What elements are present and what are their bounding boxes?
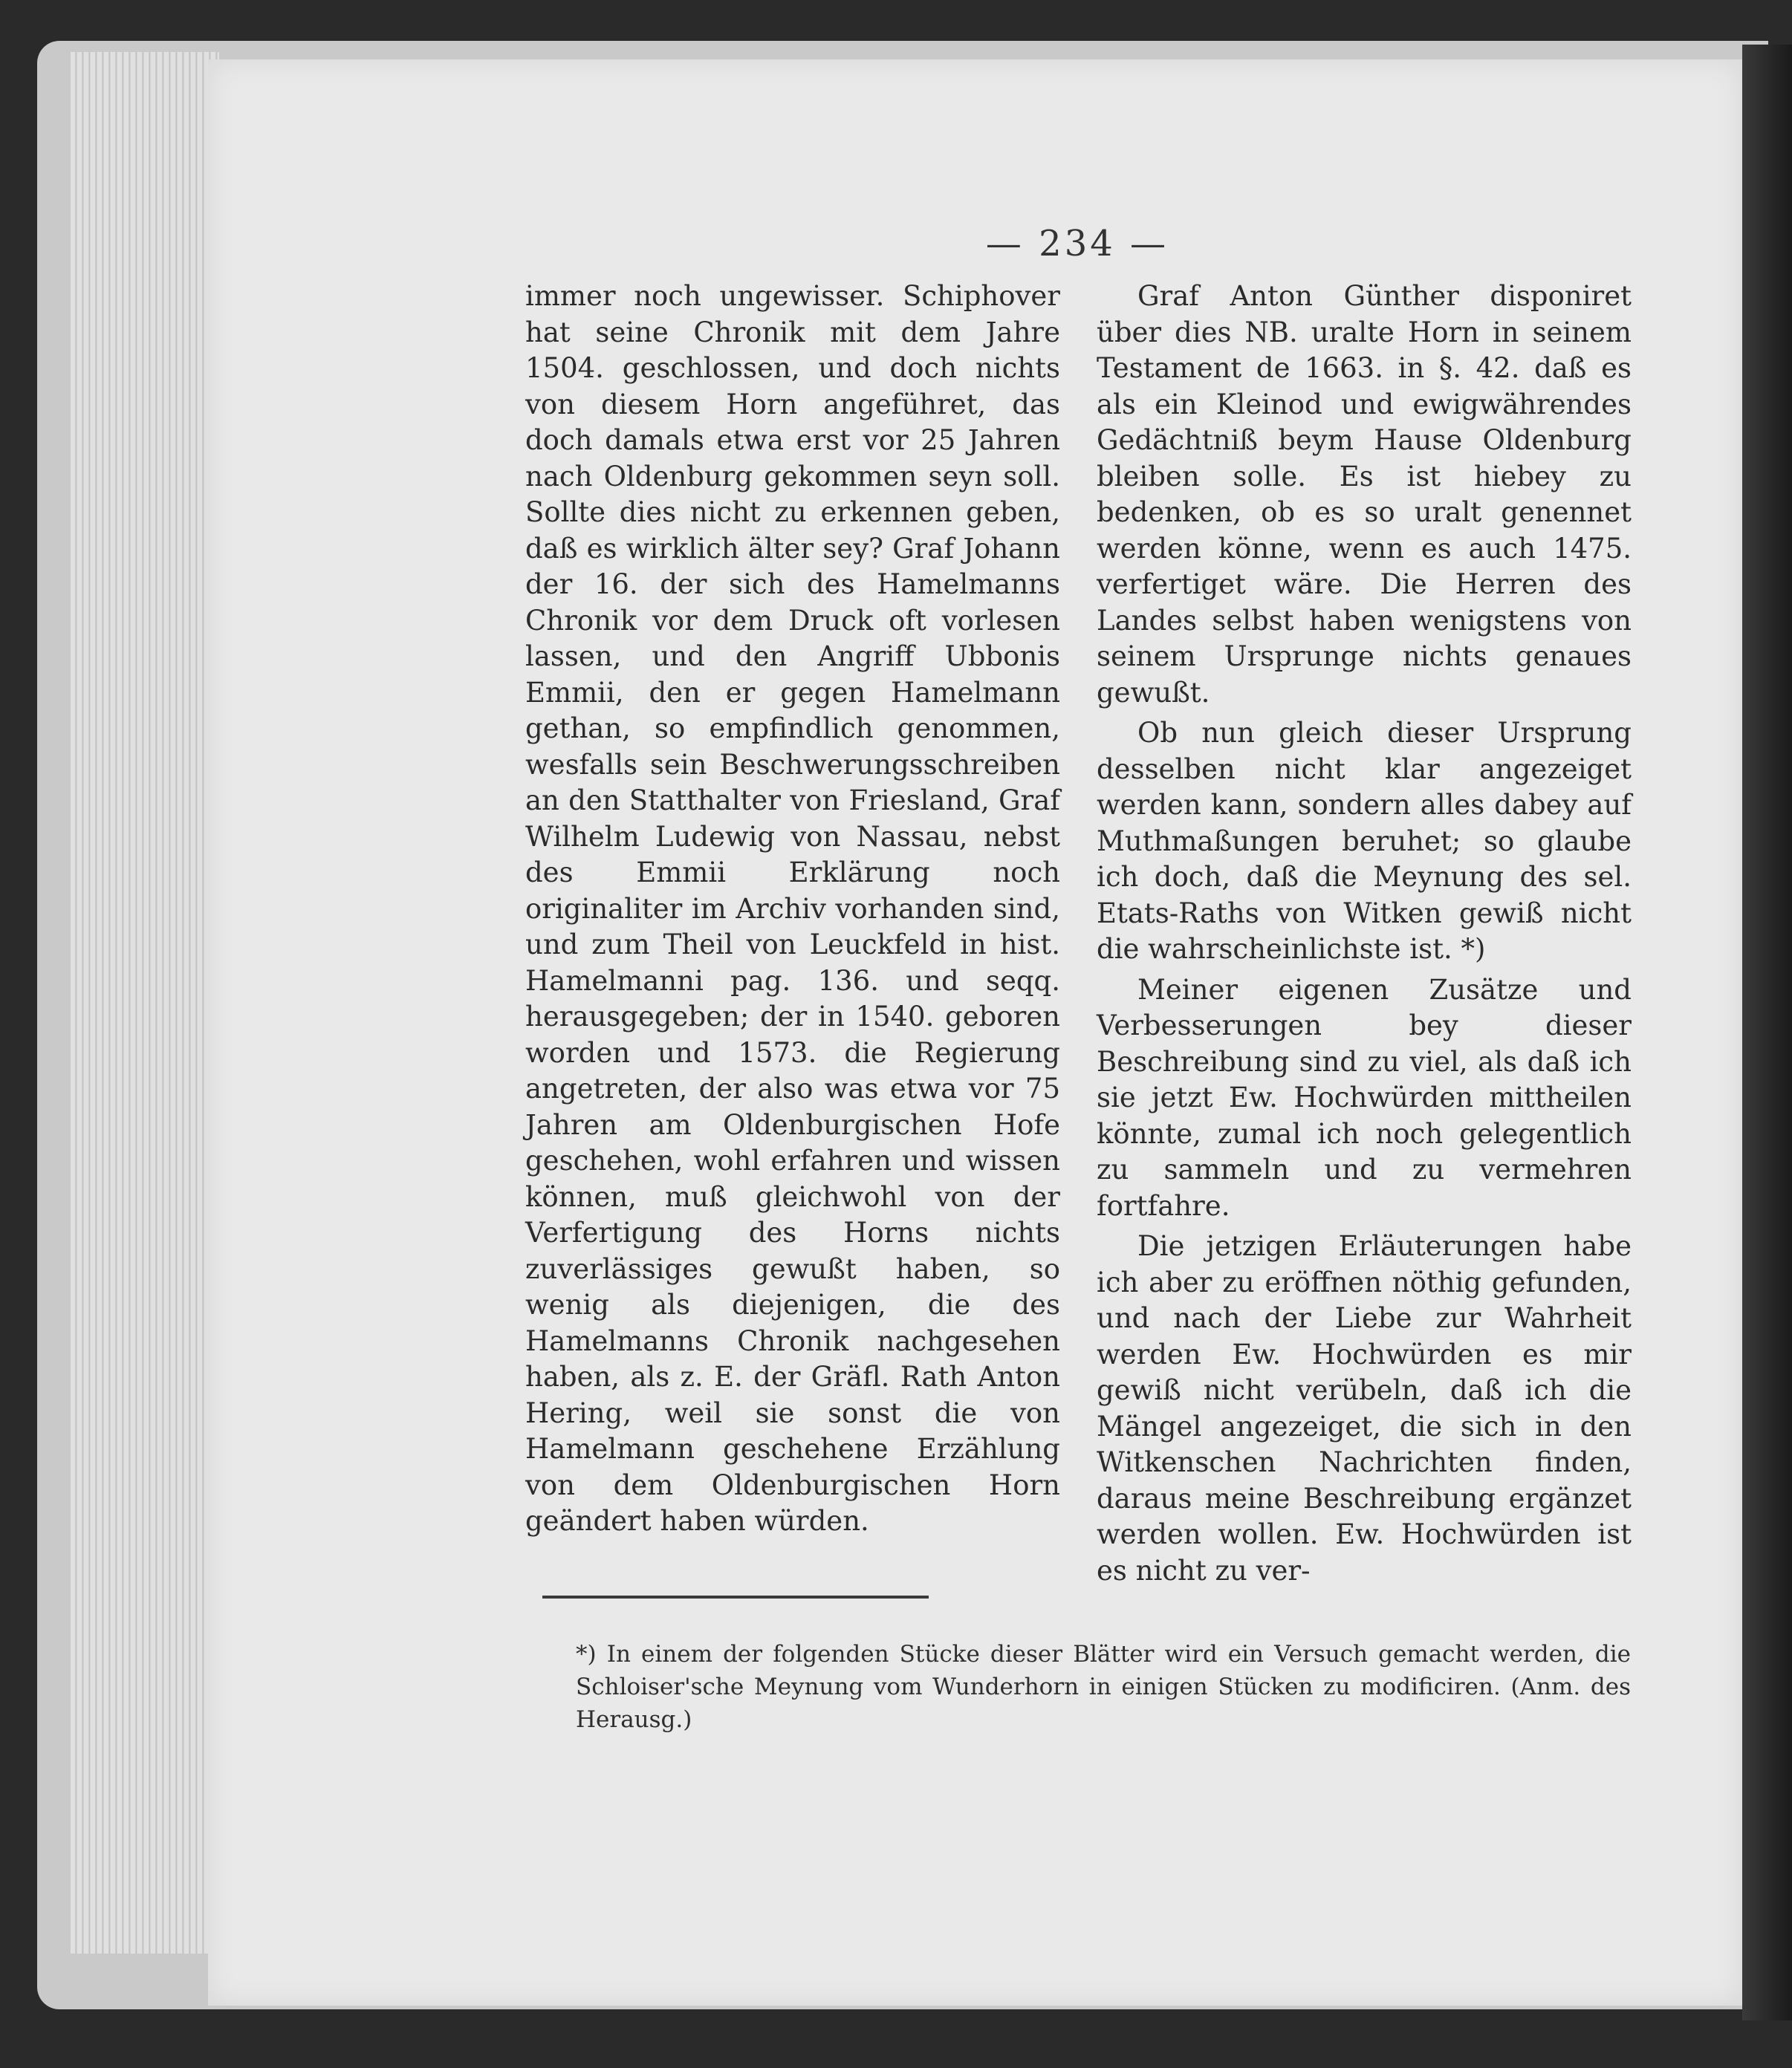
page-header: — 234 — xyxy=(985,223,1169,264)
footnote: *) In einem der folgenden Stücke dieser Blätter wird ein Versuch gemacht werden, die Schloiser'sche Meynung vom Wunderhorn in einigen Stücken zu modificiren. (Anm. des Herausg.) xyxy=(576,1641,1631,1733)
left-column xyxy=(525,279,1060,1540)
right-paragraph-2: Ob nun gleich dieser Ursprung desselben nicht klar angezeiget werden kann, sondern alles dabey auf Muthmaßungen beruhet; so glaube ich doch, daß die Meynung des sel. Etats-Raths von Witken gewiß nicht die wahrscheinlichste ist. *) xyxy=(1097,717,1632,965)
right-paragraph-4: Die jetzigen Erläuterungen habe ich aber zu eröffnen nöthig gefunden, und nach der Liebe zur Wahrheit werden Ew. Hochwürden es mir gewiß nicht verübeln, daß ich die Mängel angezeiget, die sich in den Witkenschen Nachrichten finden, daraus meine Beschreibung ergänzet werden wollen. Ew. Hochwürden ist es nicht zu ver- xyxy=(1097,1230,1632,1587)
right-column xyxy=(1097,279,1632,1589)
right-paragraph-1: Graf Anton Günther disponiret über dies NB. uralte Horn in seinem Testament de 1663. in §. 42. daß es als ein Kleinod und ewigwährendes Gedächtniß beym Hause Oldenburg bleiben solle. Es ist hiebey zu bedenken, ob es so uralt genennet werden könne, wenn es auch 1475. verfertiget wäre. Die Herren des Landes selbst haben wenigstens von seinem Ursprunge nichts genaues gewußt. xyxy=(1097,280,1632,709)
footnote-rule xyxy=(542,1596,929,1599)
right-paragraph-3: Meiner eigenen Zusätze und Verbesserungen bey dieser Beschreibung sind zu viel, als daß ich sie jetzt Ew. Hochwürden mittheilen könnte, zumal ich noch gelegentlich zu sammeln und zu vermehren fortfahre. xyxy=(1097,973,1632,1222)
page-edges xyxy=(71,52,219,1954)
left-paragraph: immer noch ungewisser. Schiphover hat seine Chronik mit dem Jahre 1504. geschlossen, und doch nichts von diesem Horn angeführet, das doch damals etwa erst vor 25 Jahren nach Oldenburg gekommen seyn soll. Sollte dies nicht zu erkennen geben, daß es wirklich älter sey? Graf Johann der 16. der sich des Hamelmanns Chronik vor dem Druck oft vorlesen lassen, und den Angriff Ubbonis Emmii, den er gegen Hamelmann gethan, so empfindlich genommen, wesfalls sein Beschwerungsschreiben an den Statthalter von Friesland, Graf Wilhelm Ludewig von Nassau, nebst des Emmii Erklärung noch originaliter im Archiv vorhanden sind, und zum Theil von Leuckfeld in hist. Hamelmanni pag. 136. und seqq. herausgegeben; der in 1540. geboren worden und 1573. die Regierung angetreten, der also was etwa vor 75 Jahren am Oldenburgischen Hofe geschehen, wohl erfahren und wissen können, muß gleichwohl von der Verfertigung des Horns nichts zuverlässiges gewußt haben, so wenig als diejenigen, die des Hamelmanns Chronik nachgesehen haben, als z. E. der Gräfl. Rath Anton Hering, weil sie sonst die von Hamelmann geschehene Erzählung von dem Oldenburgischen Horn geändert haben würden. xyxy=(525,280,1060,1537)
book-gutter xyxy=(1742,45,1792,2020)
